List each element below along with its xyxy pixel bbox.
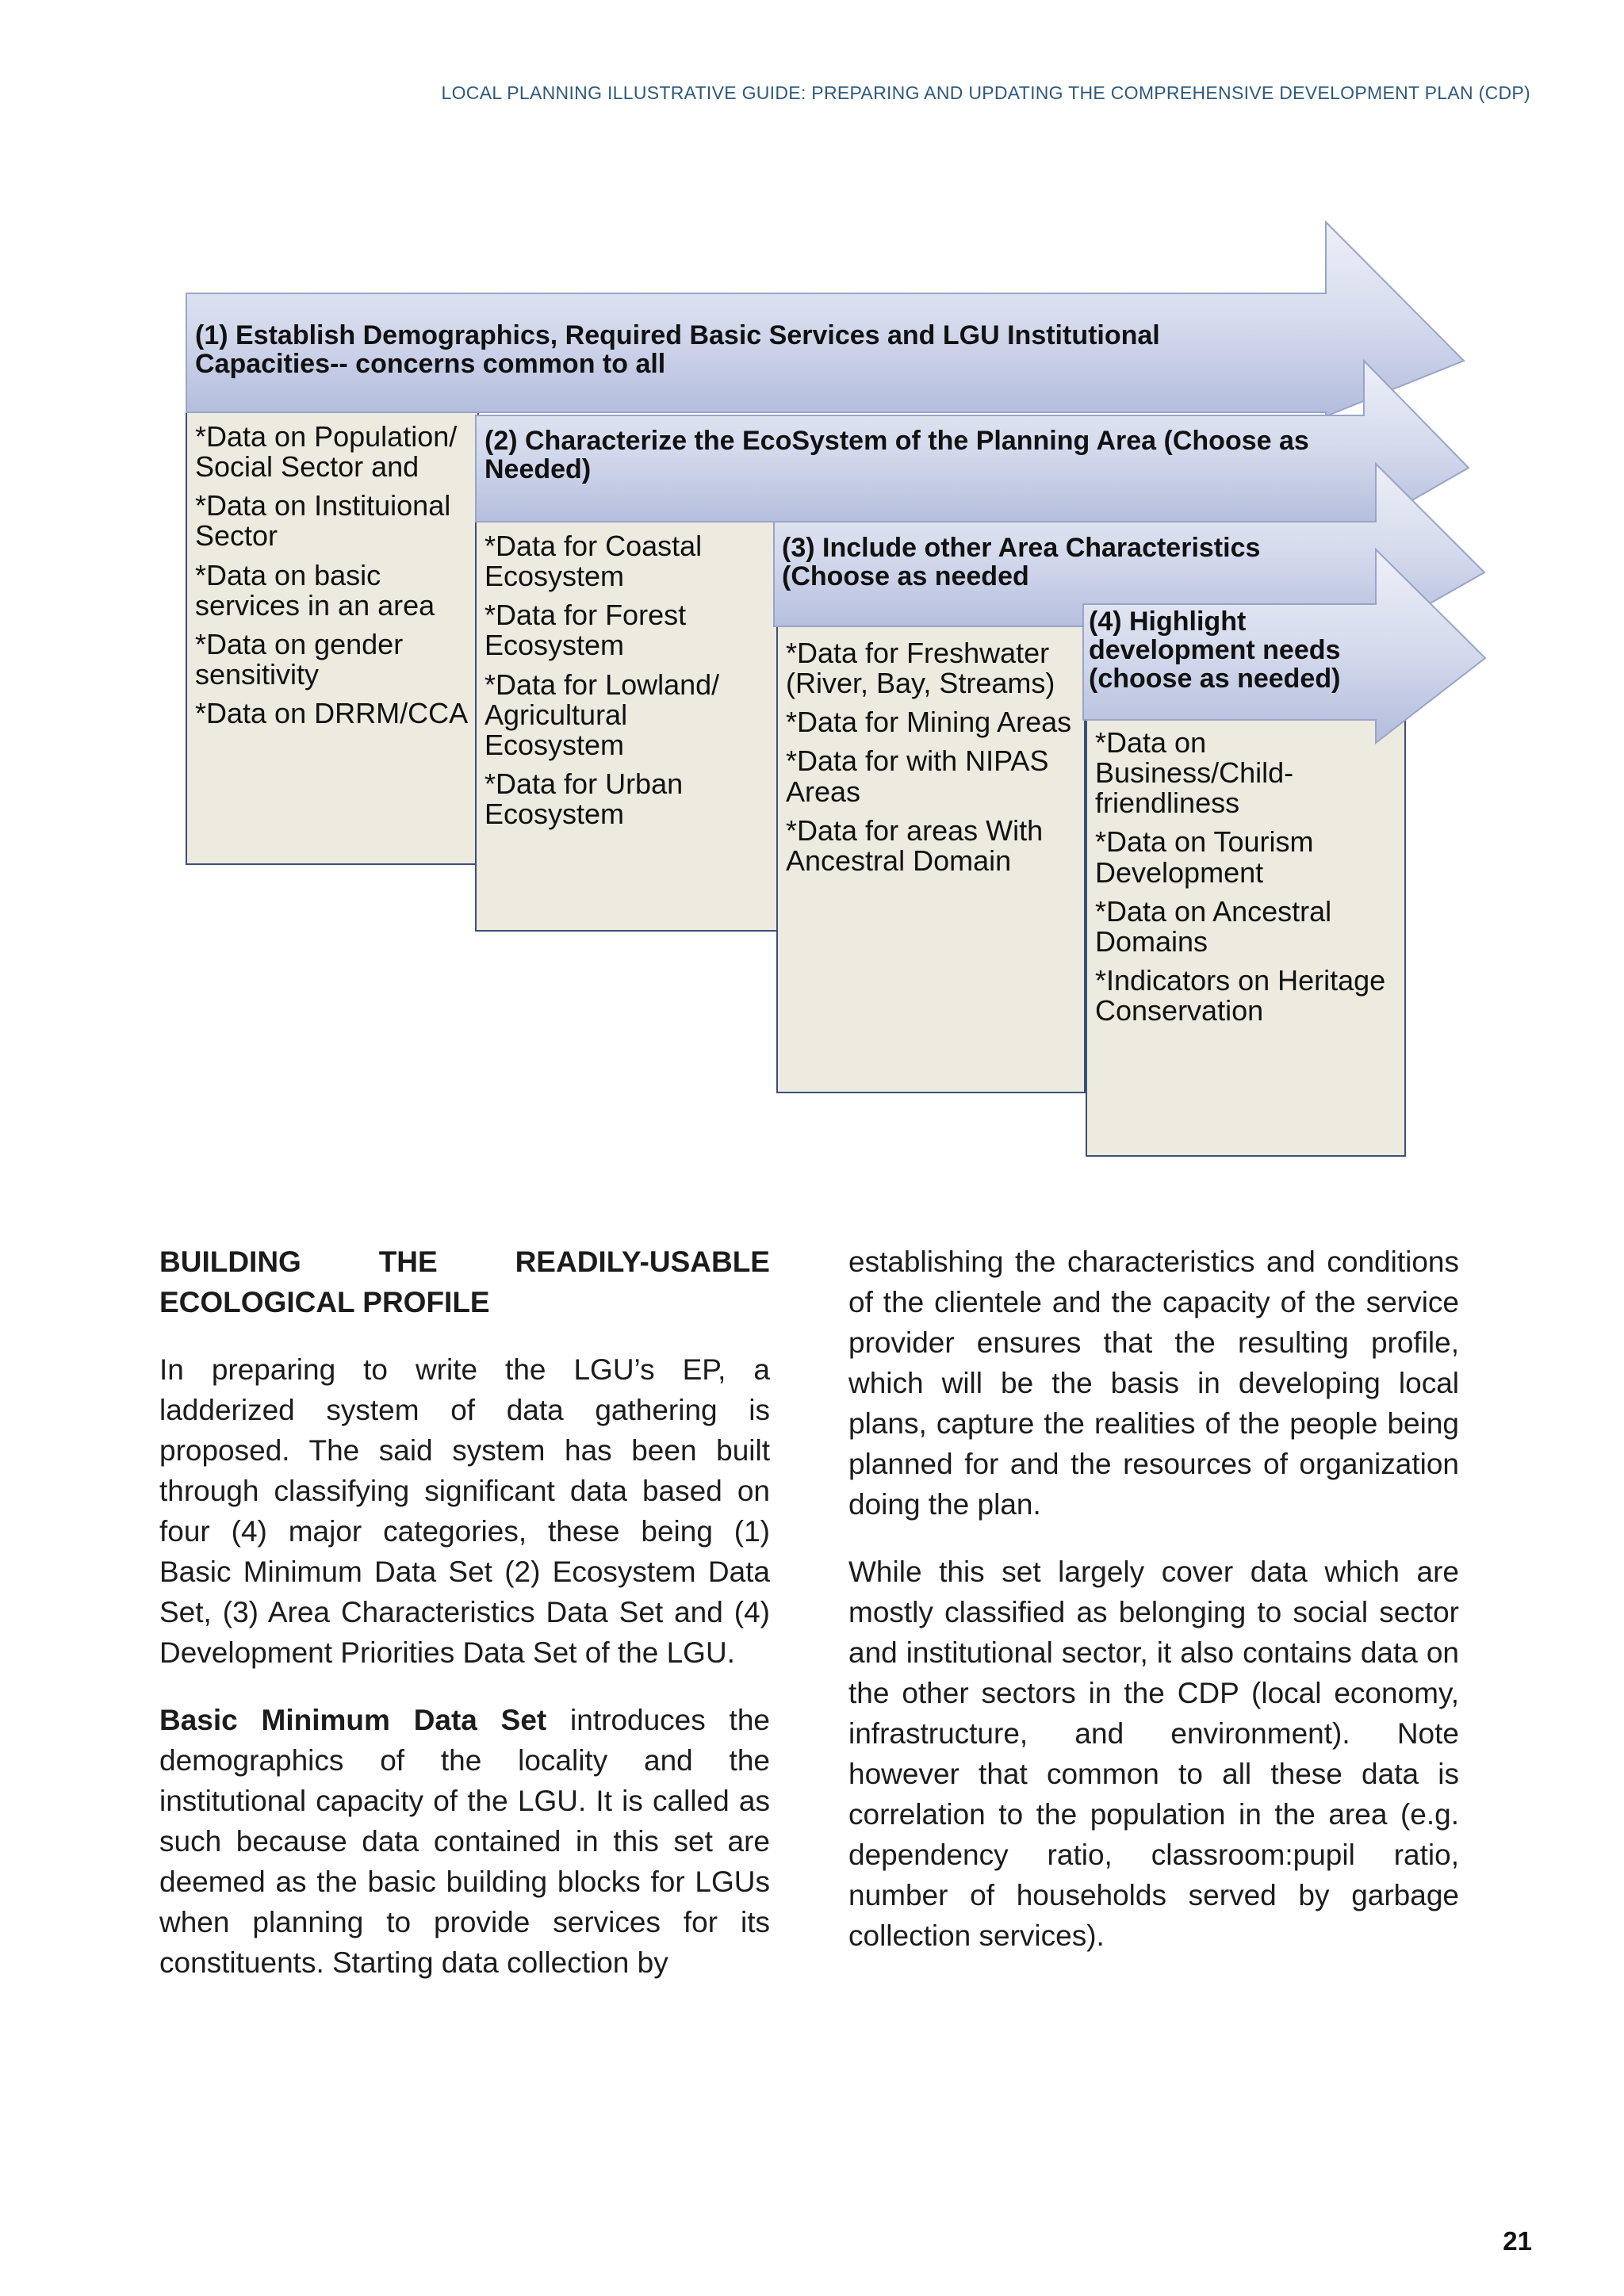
step-1-title: (1) Establish Demographics, Required Basic Services and LGU Institutional Capacities-- concerns common to all bbox=[195, 320, 1160, 380]
list-item: *Data on gender sensitivity bbox=[195, 627, 404, 691]
step-4-title: (4) Highlight development needs (choose as needed) bbox=[1089, 607, 1341, 695]
list-item: *Data for Coastal Ecosystem bbox=[485, 530, 703, 593]
list-item: *Data for Lowland/ Agricultural Ecosystem bbox=[485, 668, 720, 761]
list-item: *Data on Population/ Social Sector and bbox=[195, 420, 458, 484]
list-item: *Data on Tourism Development bbox=[1095, 825, 1314, 889]
step-4-items bbox=[1095, 728, 1398, 1035]
list-item: *Data for Freshwater (River, Bay, Streams) bbox=[786, 637, 1055, 700]
paragraph: While this set largely cover data which are mostly classified as belonging to social sector and institutional sector, it also contains data on the other sectors in the CDP (local economy, infrastructure, and environment). Note however that common to all these data is correlation to the population in the area (e.g. dependency ratio, classroom:pupil ratio, number of households served by garbage collection services). bbox=[848, 1556, 1459, 1952]
step-3-items bbox=[786, 638, 1079, 885]
paragraph bbox=[159, 1700, 770, 1983]
list-item: *Data on basic services in an area bbox=[195, 558, 435, 622]
section-heading: BUILDING THE READILY-USABLE ECOLOGICAL PROFILE bbox=[159, 1246, 770, 1318]
step-3-title: (3) Include other Area Characteristics (Choose as needed bbox=[782, 533, 1261, 592]
list-item: *Data on DRRM/CCA bbox=[195, 697, 469, 730]
list-item: *Data on Business/Child-friendliness bbox=[1095, 726, 1294, 820]
list-item: *Data on Ancestral Domains bbox=[1095, 894, 1332, 958]
paragraph: establishing the characteristics and conditions of the clientele and the capacity of the service provider ensures that the resulting profile, which will be the basis in developing local plans, capture the realities of the people being planned for and the resources of organization doing the plan. bbox=[848, 1246, 1459, 1521]
step-1-arrow bbox=[186, 222, 1464, 416]
running-header: LOCAL PLANNING ILLUSTRATIVE GUIDE: PREPARING AND UPDATING THE COMPREHENSIVE DEVELOPMENT PLAN (CDP) bbox=[441, 82, 1530, 103]
bold-term: Basic Minimum Data Set bbox=[159, 1704, 547, 1736]
paragraph-text: introduces the demographics of the locality and the institutional capacity of the LGU. It is called as such because data contained in this set are deemed as the basic building blocks for LGUs when planning to provide services for its constituents. Starting data collection by bbox=[159, 1704, 770, 1979]
step-2-title: (2) Characterize the EcoSystem of the Planning Area (Choose as Needed) bbox=[485, 426, 1309, 485]
list-item: *Data for Urban Ecosystem bbox=[485, 767, 684, 831]
paragraph: In preparing to write the LGU’s EP, a ladderized system of data gathering is proposed. The said system has been built through classifying significant data based on four (4) major categories, these being (1) Basic Minimum Data Set (2) Ecosystem Data Set, (3) Area Characteristics Data Set and (4) Development Priorities Data Set of the LGU. bbox=[159, 1353, 770, 1669]
page-number: 21 bbox=[1503, 2226, 1532, 2256]
list-item: *Data for Mining Areas bbox=[786, 706, 1072, 739]
list-item: *Indicators on Heritage Conservation bbox=[1095, 964, 1386, 1027]
list-item: *Data for with NIPAS Areas bbox=[786, 744, 1049, 808]
list-item: *Data on Instituional Sector bbox=[195, 489, 451, 553]
body-column-right bbox=[848, 1242, 1459, 1983]
list-item: *Data for Forest Ecosystem bbox=[485, 599, 687, 662]
body-column-left bbox=[159, 1242, 770, 2010]
step-2-items bbox=[485, 531, 774, 838]
step-1-items bbox=[195, 422, 473, 737]
list-item: *Data for areas With Ancestral Domain bbox=[786, 813, 1044, 877]
